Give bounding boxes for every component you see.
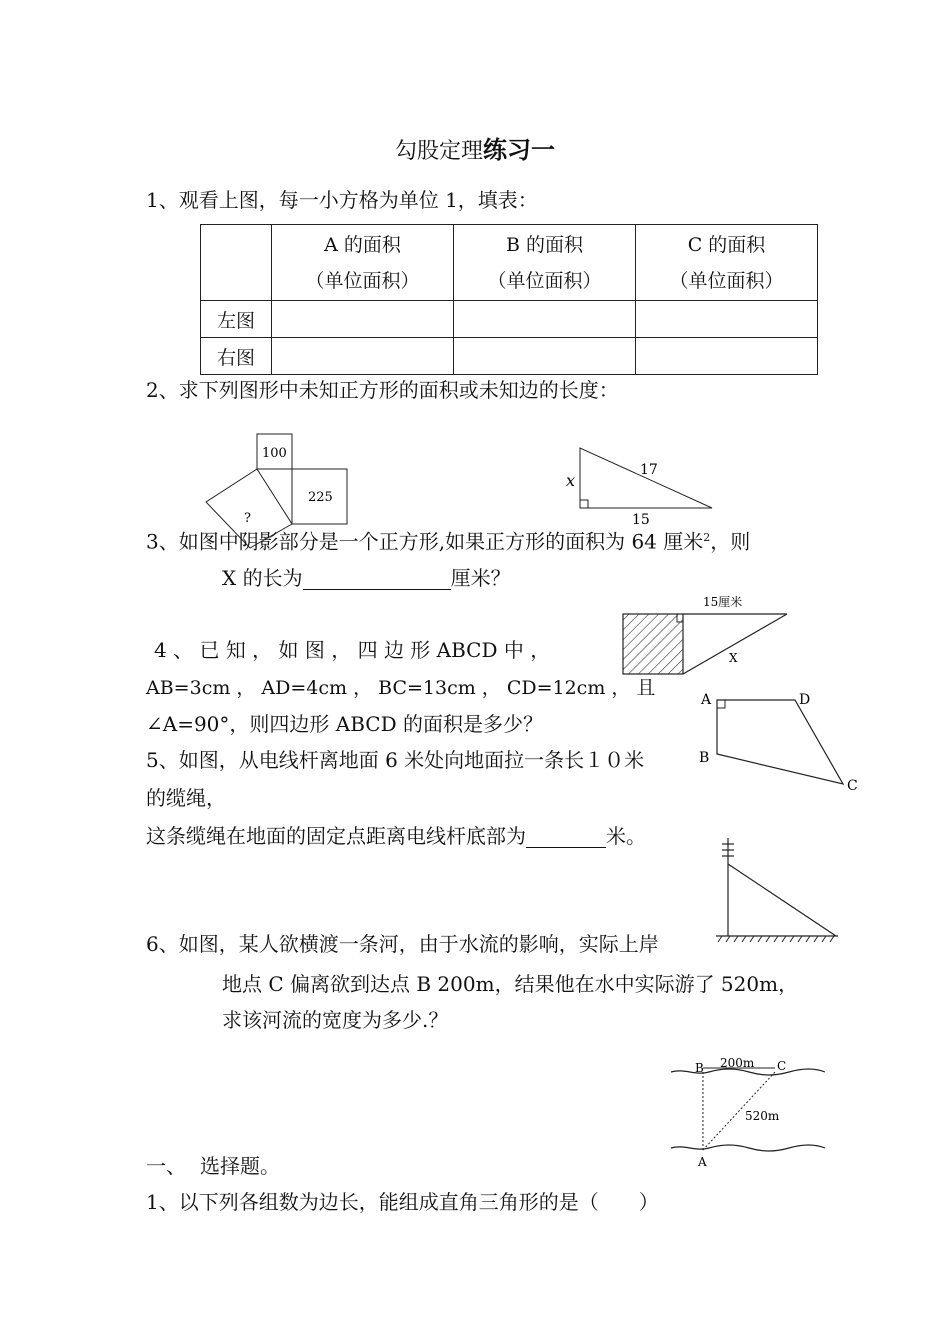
q3-line2 — [222, 566, 511, 590]
header-b — [454, 225, 636, 301]
header-a — [272, 225, 454, 301]
header-b-unit: （单位面积） — [487, 269, 602, 292]
s1-text: 1、以下列各组数为边长，能组成直角三角形的是（ ） — [146, 1190, 659, 1214]
q3-sup: 2 — [703, 531, 711, 544]
right-triangle — [580, 448, 712, 508]
section-num: 一、 — [146, 1154, 186, 1178]
header-a-name: A 的面积 — [324, 233, 401, 256]
q3-text — [146, 526, 750, 554]
label-a: A — [701, 692, 712, 708]
label-15: 15 — [632, 512, 650, 528]
header-b-name: B 的面积 — [505, 233, 583, 256]
answer-cell[interactable] — [454, 338, 636, 375]
river-bank-bottom — [671, 1145, 825, 1151]
shaded-square — [623, 614, 683, 674]
section-heading — [146, 1154, 280, 1178]
q5-line1: 5、如图，从电线杆离地面 6 米处向地面拉一条长１０米 — [146, 748, 645, 772]
label-b: B — [695, 1061, 704, 1075]
q5-line3-a: 这条缆绳在地面的固定点距离电线杆底部为 — [146, 824, 526, 848]
title-bold: 练习一 — [483, 135, 555, 164]
q6-line3: 求该河流的宽度为多少.？ — [222, 1008, 449, 1032]
label-x: X — [729, 651, 738, 665]
page-title — [0, 135, 950, 164]
hypotenuse-x — [683, 614, 787, 674]
q6-line2: 地点 C 偏离欲到达点 B 200m，结果他在水中实际游了 520m， — [222, 972, 799, 996]
cable — [728, 864, 836, 936]
label-100: 100 — [262, 446, 287, 461]
quadrilateral-abcd — [717, 700, 843, 784]
q5-line3-b: 米。 — [606, 824, 646, 848]
answer-cell[interactable] — [454, 301, 636, 338]
table-row — [201, 301, 818, 338]
label-225: 225 — [308, 490, 333, 505]
q3-line2-a: X 的长为 — [222, 566, 303, 590]
answer-cell[interactable] — [272, 338, 454, 375]
row-label-right: 右图 — [201, 338, 272, 375]
q4-line1: 4 、 已 知 ， 如 图 ， 四 边 形 ABCD 中 ， — [154, 638, 551, 662]
q5-line3 — [146, 824, 646, 848]
label-a: A — [698, 1155, 707, 1169]
pole-figure — [712, 832, 852, 948]
shaded-square-figure — [615, 588, 795, 678]
q3-line2-b: 厘米？ — [450, 566, 511, 590]
table-corner-cell — [201, 225, 272, 301]
header-c — [636, 225, 818, 301]
q3-text-b: ，则 — [710, 529, 751, 554]
triangle-figure — [560, 440, 730, 530]
header-a-unit: （单位面积） — [305, 269, 420, 292]
q4-line3: ∠A=90°，则四边形 ABCD 的面积是多少？ — [146, 712, 543, 736]
section-name: 选择题。 — [200, 1154, 280, 1178]
header-c-unit: （单位面积） — [669, 269, 784, 292]
river-figure — [665, 1050, 830, 1175]
quadrilateral-figure — [695, 688, 870, 796]
ground-hatching — [718, 936, 834, 942]
label-d: D — [799, 692, 811, 708]
header-c-name: C 的面积 — [687, 233, 766, 256]
label-520m: 520m — [745, 1109, 780, 1123]
q4-line2: AB=3cm ， AD=4cm ， BC=13cm ， CD=12cm ， 且 — [146, 677, 656, 699]
label-c: C — [777, 1059, 787, 1073]
answer-cell[interactable] — [636, 338, 818, 375]
answer-cell[interactable] — [636, 301, 818, 338]
table-row — [201, 338, 818, 375]
q3-answer-blank[interactable] — [303, 567, 451, 590]
right-angle-mark — [717, 700, 725, 708]
area-table — [200, 224, 818, 375]
q2-text: 2、求下列图形中未知正方形的面积或未知边的长度： — [146, 378, 619, 402]
squares-figure — [200, 430, 360, 530]
table-header-row — [201, 225, 818, 301]
label-200m: 200m — [720, 1056, 755, 1070]
q3-text-a: 3、如图中阴影部分是一个正方形,如果正方形的面积为 64 厘米 — [146, 529, 704, 554]
q6-line1: 6、如图，某人欲横渡一条河，由于水流的影响，实际上岸 — [146, 932, 659, 956]
label-unknown: ? — [244, 511, 251, 526]
answer-cell[interactable] — [272, 301, 454, 338]
label-b: B — [699, 750, 710, 766]
row-label-left: 左图 — [201, 301, 272, 338]
right-angle-mark — [580, 500, 588, 508]
label-15cm: 15厘米 — [703, 595, 743, 609]
title-plain: 勾股定理 — [394, 139, 483, 164]
q5-line2: 的缆绳， — [146, 786, 226, 810]
label-17: 17 — [640, 462, 658, 478]
q1-text: 1、观看上图，每一小方格为单位 1，填表： — [146, 188, 538, 212]
label-c: C — [847, 778, 858, 794]
label-x: x — [566, 471, 576, 490]
q5-answer-blank[interactable] — [526, 825, 606, 848]
